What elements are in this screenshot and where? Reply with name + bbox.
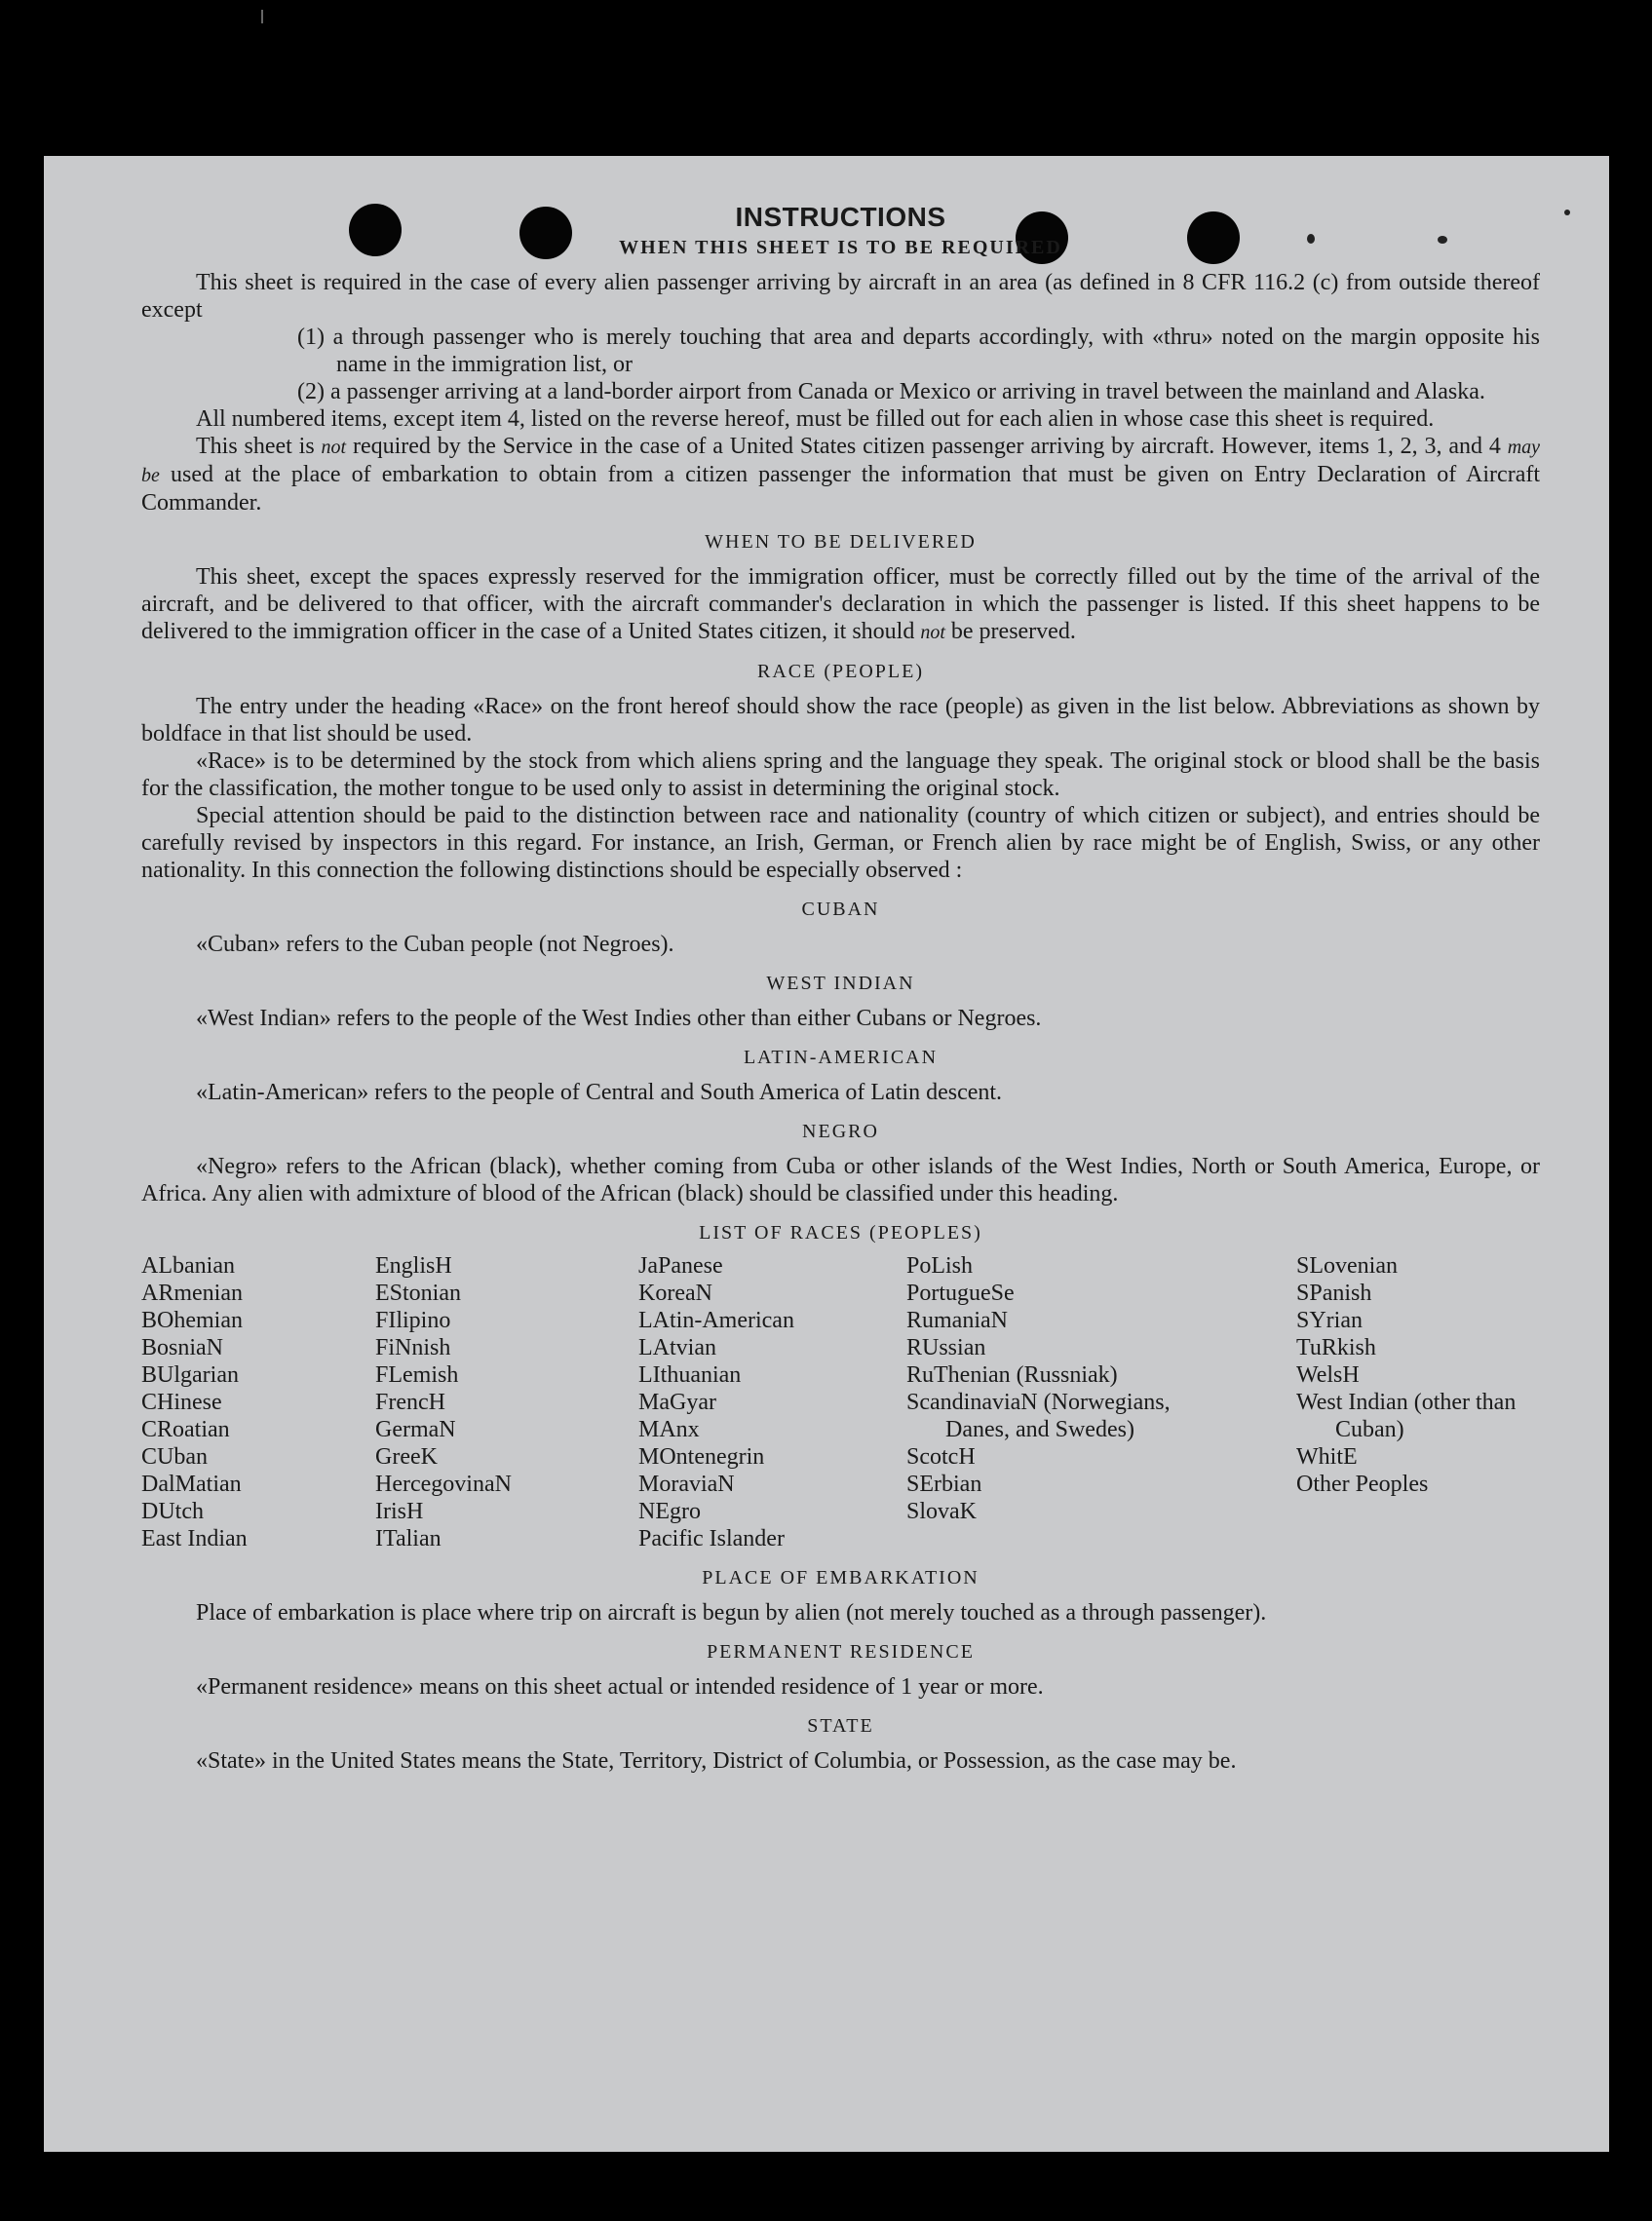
- race-entry: LAtin-American: [638, 1308, 794, 1333]
- race-entry: CRoatian: [141, 1417, 230, 1442]
- race-entry: West Indian (other than Cuban): [1296, 1390, 1517, 1442]
- paragraph: «Cuban» refers to the Cuban people (not Negroes).: [196, 932, 674, 957]
- paragraph: This sheet is required in the case of every alien passenger arriving by aircraft in an area (as defined in 8 CFR 116.2 (c) from outside thereof except: [141, 270, 1540, 323]
- section-heading-negro: NEGRO: [802, 1121, 879, 1142]
- race-entry: WelsH: [1296, 1362, 1360, 1388]
- race-entry: PoLish: [906, 1253, 974, 1279]
- race-entry: FIlipino: [375, 1308, 451, 1333]
- race-entry: EStonian: [375, 1281, 461, 1306]
- race-entry: MAnx: [638, 1417, 700, 1442]
- races-column: [638, 1252, 906, 1552]
- race-entry: BOhemian: [141, 1308, 243, 1333]
- race-entry: SYrian: [1296, 1308, 1363, 1333]
- page-title: INSTRUCTIONS: [735, 202, 946, 232]
- race-entry: DalMatian: [141, 1472, 242, 1497]
- race-entry: ScandinaviaN (Norwegians, Danes, and Swedes): [906, 1390, 1171, 1442]
- paragraph: «West Indian» refers to the people of the West Indies other than either Cubans or Negroes.: [196, 1006, 1042, 1031]
- race-entry: SErbian: [906, 1472, 982, 1497]
- document-sheet: [44, 156, 1609, 2152]
- paragraph: Special attention should be paid to the distinction between race and nationality (country of which citizen or subject), and entries should be carefully revised by inspectors in this regard. For instance, an Irish, German, or French alien by race might be of English, Swiss, or any other nationality. In this connection the following distinctions should be especially observed :: [141, 803, 1540, 883]
- race-entry: HercegovinaN: [375, 1472, 512, 1497]
- scan-speck: [1564, 210, 1570, 215]
- race-entry: JaPanese: [638, 1253, 723, 1279]
- paragraph: Place of embarkation is place where trip on aircraft is begun by alien (not merely touched as a through passenger).: [196, 1600, 1267, 1626]
- race-entry: EnglisH: [375, 1253, 452, 1279]
- race-entry: MoraviaN: [638, 1472, 735, 1497]
- section-heading-list-of-races: LIST OF RACES (PEOPLES): [699, 1222, 982, 1244]
- section-heading-cuban: CUBAN: [801, 899, 880, 920]
- race-entry: RUssian: [906, 1335, 986, 1360]
- race-entry: GermaN: [375, 1417, 456, 1442]
- paragraph: The entry under the heading «Race» on the front hereof should show the race (people) as given in the list below. Abbreviations as shown by boldface in that list should be used.: [141, 694, 1540, 747]
- section-heading-residence: PERMANENT RESIDENCE: [707, 1641, 975, 1663]
- race-entry: ITalian: [375, 1526, 442, 1551]
- section-heading-latin-american: LATIN-AMERICAN: [743, 1047, 939, 1068]
- paragraph: «Race» is to be determined by the stock from which aliens spring and the language they speak. The original stock or blood shall be the basis for the classification, the mother tongue to be used only to assist in determining the original stock.: [141, 748, 1540, 801]
- race-entry: RuThenian (Russniak): [906, 1362, 1118, 1388]
- race-entry: East Indian: [141, 1526, 248, 1551]
- race-entry: SPanish: [1296, 1281, 1372, 1306]
- section-heading-required: WHEN THIS SHEET IS TO BE REQUIRED: [619, 237, 1062, 258]
- race-entry: FiNnish: [375, 1335, 451, 1360]
- race-entry: MaGyar: [638, 1390, 716, 1415]
- race-entry: MOntenegrin: [638, 1444, 765, 1470]
- list-item: (1) a through passenger who is merely touching that area and departs accordingly, with «thru» noted on the margin opposite his name in the immigration list, or: [297, 325, 1540, 377]
- race-entry: SlovaK: [906, 1499, 977, 1524]
- race-entry: FrencH: [375, 1390, 445, 1415]
- race-entry: ALbanian: [141, 1253, 235, 1279]
- race-entry: Other Peoples: [1296, 1472, 1429, 1497]
- paragraph: «Permanent residence» means on this sheet actual or intended residence of 1 year or more.: [196, 1674, 1044, 1700]
- race-entry: FLemish: [375, 1362, 459, 1388]
- section-heading-embarkation: PLACE OF EMBARKATION: [702, 1567, 980, 1589]
- paragraph: «Negro» refers to the African (black), whether coming from Cuba or other islands of the West Indies, North or South America, Europe, or Africa. Any alien with admixture of blood of the African (black) should be classified under this heading.: [141, 1154, 1540, 1206]
- paragraph: All numbered items, except item 4, listed on the reverse hereof, must be filled out for each alien in whose case this sheet is required.: [196, 406, 1435, 432]
- instructions-text: [141, 201, 1540, 1775]
- races-column: [906, 1252, 1296, 1552]
- list-item: (2) a passenger arriving at a land-border airport from Canada or Mexico or arriving in travel between the mainland and Alaska.: [297, 379, 1485, 404]
- scan-mark: [261, 10, 263, 23]
- race-entry: NEgro: [638, 1499, 701, 1524]
- section-heading-delivered: WHEN TO BE DELIVERED: [705, 531, 977, 553]
- race-entry: Pacific Islander: [638, 1526, 785, 1551]
- race-entry: GreeK: [375, 1444, 438, 1470]
- races-column: [1296, 1252, 1540, 1552]
- race-entry: CHinese: [141, 1390, 222, 1415]
- paragraph: «State» in the United States means the State, Territory, District of Columbia, or Possession, as the case may be.: [196, 1748, 1237, 1774]
- paragraph: «Latin-American» refers to the people of Central and South America of Latin descent.: [196, 1080, 1003, 1105]
- race-entry: ARmenian: [141, 1281, 243, 1306]
- race-entry: ScotcH: [906, 1444, 976, 1470]
- section-heading-race: RACE (PEOPLE): [757, 661, 924, 682]
- race-entry: WhitE: [1296, 1444, 1358, 1470]
- race-entry: PortugueSe: [906, 1281, 1015, 1306]
- section-heading-west-indian: WEST INDIAN: [766, 973, 915, 994]
- paragraph: This sheet is not required by the Service in the case of a United States citizen passenger arriving by aircraft. However, items 1, 2, 3, and 4 may be used at the place of embarkation to obtain from a citizen passenger the information that must be given on Entry Declaration of Aircraft Commander.: [141, 434, 1541, 516]
- race-entry: RumaniaN: [906, 1308, 1008, 1333]
- race-entry: DUtch: [141, 1499, 204, 1524]
- race-entry: TuRkish: [1296, 1335, 1376, 1360]
- race-entry: IrisH: [375, 1499, 424, 1524]
- race-entry: CUban: [141, 1444, 208, 1470]
- races-column: [141, 1252, 375, 1552]
- section-heading-state: STATE: [807, 1715, 874, 1737]
- race-entry: KoreaN: [638, 1281, 712, 1306]
- race-entry: LAtvian: [638, 1335, 716, 1360]
- races-column: [375, 1252, 638, 1552]
- races-table: [141, 1252, 1540, 1552]
- race-entry: BosniaN: [141, 1335, 223, 1360]
- race-entry: LIthuanian: [638, 1362, 742, 1388]
- paragraph: This sheet, except the spaces expressly reserved for the immigration officer, must be correctly filled out by the time of the arrival of the aircraft, and be delivered to that officer, with the aircraft commander's declaration in which the passenger is listed. If this sheet happens to be delivered to the immigration officer in the case of a United States citizen, it should not be preserved.: [141, 564, 1540, 644]
- race-entry: BUlgarian: [141, 1362, 239, 1388]
- race-entry: SLovenian: [1296, 1253, 1398, 1279]
